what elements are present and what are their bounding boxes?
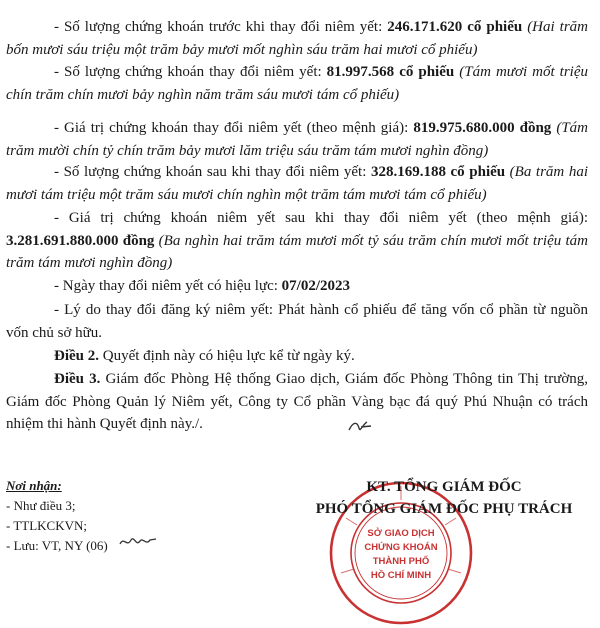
initial-scribble-icon [118,534,158,550]
shares-after-words: (Ba trăm hai mươi tám triệu một trăm sáu mươi chín nghìn một trăm tám mươi tám cổ phiếu) [6,164,588,203]
shares-after-value: 328.169.188 cổ phiếu [370,164,506,180]
signature-block [294,476,594,520]
paragraph-lead: - Ngày thay đổi niêm yết có hiệu lực: [54,278,282,294]
seal-line: HỒ CHÍ MINH [370,570,432,581]
signer-title: PHÓ TỔNG GIÁM ĐỐC PHỤ TRÁCH [315,501,573,517]
paragraph-value-after [6,207,588,275]
article-3 [6,368,588,436]
paragraph-lead: - Giá trị chứng khoán thay đổi niêm yết (theo mệnh giá): [54,120,414,136]
paragraph-reason [6,299,588,344]
signer-authority: KT. TỔNG GIÁM ĐỐC [366,479,522,495]
paragraph-lead: - Số lượng chứng khoán trước khi thay đổi niêm yết: [54,19,388,35]
paragraph-lead: - Giá trị chứng khoán niêm yết sau khi thay đổi niêm yết (theo mệnh giá): [54,210,588,226]
initial-mark-icon [347,418,373,436]
paragraph-shares-changed [6,61,588,106]
paragraph-effective-date [6,275,588,298]
value-after-amount: 3.281.691.880.000 đồng [6,232,155,249]
paragraph-shares-after [6,161,588,206]
value-changed-amount: 819.975.680.000 đồng [413,120,552,136]
recipients-block [6,476,108,556]
article-2-label: Điều 2. [54,348,99,364]
value-after-words: (Ba nghìn hai trăm tám mươi mốt tỷ sáu trăm chín mươi mốt triệu tám trăm tám mươi nghìn đồng) [6,232,589,271]
value-changed-words: (Tám trăm mười chín tỷ chín trăm bảy mươi lăm triệu sáu trăm tám mươi nghìn đồng) [6,120,589,159]
shares-before-words: (Hai trăm bốn mươi sáu triệu một trăm bảy mươi mốt nghìn sáu trăm hai mươi cổ phiếu) [6,19,588,58]
shares-changed-words: (Tám mươi mốt triệu chín trăm chín mươi bảy nghìn năm trăm sáu mươi tám cổ phiếu) [6,64,589,103]
recipient-item: - Như điều 3; [6,498,76,513]
shares-changed-value: 81.997.568 cổ phiếu [326,64,455,80]
reason-text: - Lý do thay đổi đăng ký niêm yết: Phát hành cổ phiếu để tăng vốn cổ phần từ nguồn vốn chủ sở hữu. [6,302,588,341]
effective-date-value: 07/02/2023 [281,278,350,294]
paragraph-lead: - Số lượng chứng khoán thay đổi niêm yết: [54,64,327,80]
shares-before-value: 246.171.620 cổ phiếu [387,19,523,35]
article-2-text: Quyết định này có hiệu lực kể từ ngày ký. [99,348,355,364]
paragraph-value-changed [6,117,588,162]
recipient-item: - TTLKCKVN; [6,518,88,533]
article-2 [6,345,588,368]
seal-line: CHỨNG KHOÁN [364,542,438,553]
seal-line: SỞ GIAO DỊCH [367,528,435,539]
article-3-label: Điều 3. [54,371,101,387]
paragraph-shares-before [6,16,588,61]
paragraph-lead: - Số lượng chứng khoán sau khi thay đổi niêm yết: [54,164,371,180]
article-3-text: Giám đốc Phòng Hệ thống Giao dịch, Giám đốc Phòng Thông tin Thị trường, Giám đốc Phòng Quản lý Niêm yết, Công ty Cổ phần Vàng bạc đá quý Phú Nhuận có trách nhiệm thi hành Quyết định này./. [6,371,589,432]
recipients-title: Nơi nhận: [6,478,62,493]
recipient-item: - Lưu: VT, NY (06) [6,538,108,553]
seal-line: THÀNH PHỐ [372,556,430,567]
